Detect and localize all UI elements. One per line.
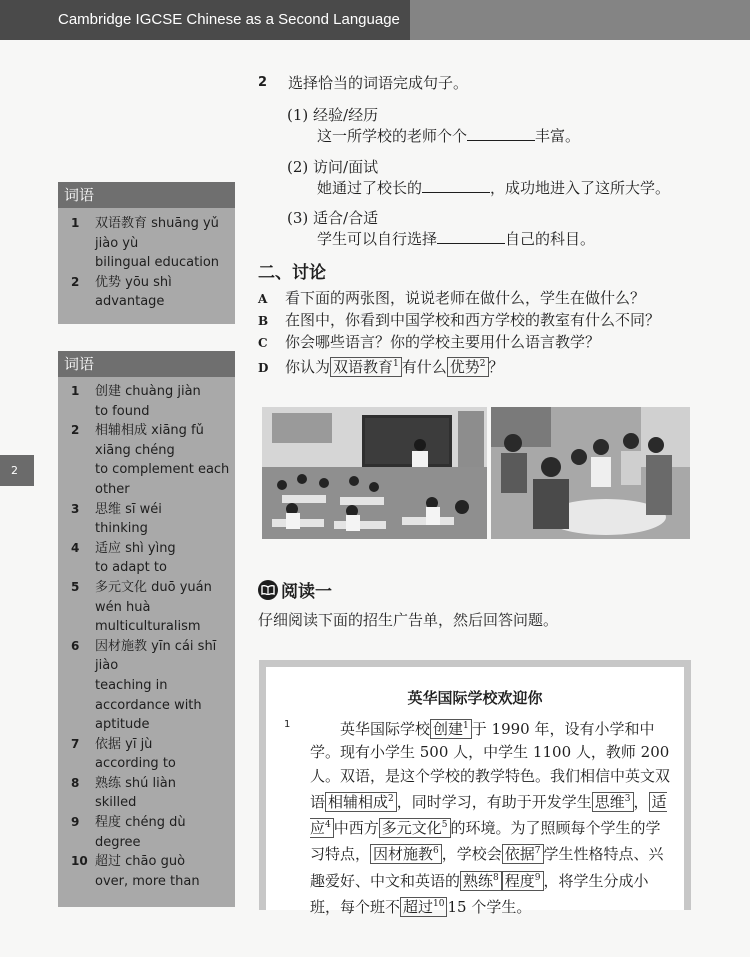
vocab-definition: to adapt to [95, 560, 167, 576]
item-label: (2) [287, 158, 309, 176]
vocab-ref [400, 897, 447, 917]
vocab-panel-1 [58, 182, 235, 324]
vocab-ref [379, 818, 451, 838]
vocab-term: 因材施教 yīn cái shī jiào [95, 638, 217, 674]
vocab-item [58, 578, 235, 637]
sentence-start: 这一所学校的老师个个 [317, 127, 468, 145]
vocab-term: 思维 sī wéi [95, 501, 162, 517]
vocab-word: 思维 [594, 792, 625, 811]
vocab-number: 3 [71, 501, 80, 516]
flyer-text: 于 1990 年，设有小学和中学。现有小学生 500 人，中学生 1100 人，教师 200 人。双语，是这个学校的教学特色。我们相信中英文双语 [310, 720, 671, 811]
vocab-word: 适应 [310, 792, 667, 838]
question-b [258, 310, 660, 331]
vocab-word: 因材施教 [373, 845, 434, 864]
section-title-reading [258, 577, 332, 602]
flyer-text: 中西方 [333, 819, 379, 838]
vocab-definition: advantage [95, 294, 165, 310]
question-text-start: 你认为 [285, 358, 331, 376]
vocab-word: 创建 [433, 720, 464, 738]
vocab-number: 4 [71, 540, 80, 555]
vocab-term: 熟练 shú liàn [95, 775, 176, 791]
vocab-item [58, 637, 235, 735]
vocab-item [58, 382, 235, 421]
question-letter: C [258, 336, 268, 350]
vocab-item [58, 500, 235, 539]
flyer-text: ，将学生分成小班，每个班不 [310, 871, 649, 917]
vocab-term: 程度 chéng dù [95, 815, 186, 831]
item-label: (1) [287, 106, 309, 124]
vocab-term: 创建 chuàng jiàn [95, 384, 201, 399]
page-tab [0, 455, 34, 486]
vocab-item [58, 539, 235, 578]
vocab-ref [370, 844, 442, 864]
vocab-item [58, 813, 235, 852]
answer-blank[interactable] [467, 126, 535, 141]
vocab-definition: thinking [95, 521, 148, 537]
flyer [266, 667, 684, 917]
question-text-end: ？ [488, 358, 504, 376]
flyer-body [310, 715, 675, 919]
vocab-ref-number: 2 [388, 793, 394, 804]
vocab-word: 双语教育 [333, 358, 394, 376]
exercise-item-2 [287, 157, 670, 199]
header-accent [410, 0, 750, 40]
flyer-text: 英华国际学校 [340, 720, 431, 738]
photo-chinese-classroom [262, 407, 487, 539]
question-c [258, 332, 600, 353]
vocab-ref [502, 871, 544, 891]
vocab-word: 熟练 [463, 871, 494, 890]
reading-title-text: 阅读一 [281, 582, 332, 602]
vocab-ref-number: 6 [433, 846, 439, 857]
exercise-instruction: 选择恰当的词语完成句子。 [288, 74, 469, 92]
vocab-number: 1 [71, 216, 80, 230]
sentence-end: 丰富。 [535, 127, 581, 145]
answer-blank[interactable] [422, 178, 490, 193]
vocab-term: 相辅相成 xiāng fǔ xiāng chéng [95, 423, 204, 458]
vocab-word: 依据 [504, 845, 535, 864]
vocab-number: 9 [71, 815, 80, 830]
item-label: (3) [287, 209, 309, 227]
vocab-ref-number: 3 [624, 793, 631, 804]
vocab-definition: multiculturalism [95, 619, 201, 635]
vocab-ref [592, 792, 634, 812]
vocab-number: 5 [71, 579, 80, 594]
flyer-text: ， [633, 792, 649, 811]
vocab-word: 多元文化 [381, 819, 442, 838]
vocab-ref-number: 4 [325, 820, 331, 831]
vocab-ref [430, 719, 472, 739]
vocab-definition: over, more than [95, 873, 200, 889]
vocab-word: 优势 [449, 358, 480, 376]
vocab-ref [330, 357, 402, 377]
question-a [258, 288, 645, 309]
page-number: 2 [11, 464, 18, 477]
vocab-number: 2 [71, 274, 80, 289]
question-text-mid: 有什么 [401, 358, 447, 376]
question-text: 在图中，你看到中国学校和西方学校的教室有什么不同？ [285, 311, 661, 329]
photo-western-classroom [491, 407, 690, 539]
vocab-ref [502, 844, 544, 864]
vocab-definition: skilled [95, 795, 137, 811]
question-letter: B [258, 314, 269, 328]
vocab-ref [460, 871, 502, 891]
exercise-item-3 [287, 208, 595, 250]
vocab-item [58, 421, 235, 499]
vocab-ref-number: 1 [393, 359, 399, 369]
flyer-text: ，同时学习，有助于开发学生 [396, 792, 592, 811]
item-options: 经验/经历 [313, 106, 379, 124]
sentence-end: 自己的科目。 [505, 230, 596, 248]
vocab-definition: to complement each other [95, 462, 230, 497]
item-options: 访问/面试 [313, 158, 379, 176]
vocab-item [58, 774, 235, 813]
answer-blank[interactable] [437, 229, 505, 244]
book-icon [258, 580, 278, 600]
flyer-text: 的环境。为了照顾每个学生的学习特点， [310, 819, 661, 864]
exercise-item-1 [287, 105, 580, 147]
flyer-frame [259, 660, 691, 917]
vocab-ref-number: 8 [493, 872, 499, 883]
vocab-word: 超过 [403, 898, 434, 917]
line-number: 1 [284, 719, 291, 730]
flyer-text: ，学校会 [441, 845, 502, 864]
vocab-number: 7 [71, 736, 80, 751]
vocab-word: 相辅相成 [328, 792, 389, 811]
question-text: 你会哪些语言？你的学校主要用什么语言教学？ [285, 333, 601, 351]
vocab-heading: 词语 [58, 182, 235, 208]
vocab-item [58, 273, 235, 312]
vocab-word: 程度 [504, 871, 535, 890]
question-text: 看下面的两张图，说说老师在做什么，学生在做什么？ [285, 289, 646, 307]
book-title: Cambridge IGCSE Chinese as a Second Language [58, 11, 400, 28]
reading-instruction: 仔细阅读下面的招生广告单，然后回答问题。 [258, 611, 559, 629]
vocab-number: 8 [71, 775, 80, 790]
vocab-ref-number: 2 [479, 359, 486, 369]
flyer-title: 英华国际学校欢迎你 [407, 689, 543, 707]
vocab-definition: according to [95, 756, 176, 772]
item-options: 适合/合适 [313, 209, 379, 227]
flyer-text: 15 个学生。 [447, 898, 532, 917]
flyer-text: 学生性格特点、兴趣爱好、中文和英语的 [310, 845, 664, 890]
question-letter: A [258, 292, 268, 306]
vocab-definition: bilingual education [95, 255, 220, 271]
vocab-term: 优势 yōu shì [95, 274, 172, 290]
vocab-number: 10 [71, 854, 88, 869]
vocab-ref-number: 7 [534, 846, 541, 857]
exercise-number: 2 [258, 75, 268, 90]
vocab-ref [447, 357, 489, 377]
section-title-discussion: 二、讨论 [258, 263, 326, 283]
vocab-number: 1 [71, 384, 80, 398]
vocab-term: 多元文化 duō yuán wén huà [95, 579, 212, 615]
vocab-ref-number: 1 [463, 721, 469, 731]
header-bar [0, 0, 750, 40]
vocab-ref [325, 792, 397, 812]
vocab-definition: degree [95, 834, 141, 850]
vocab-ref-number: 9 [534, 872, 541, 883]
vocab-heading: 词语 [58, 351, 235, 377]
vocab-term: 双语教育 shuāng yǔ jiào yù [95, 216, 219, 251]
vocab-number: 6 [71, 638, 80, 653]
vocab-term: 适应 shì yìng [95, 540, 176, 556]
sentence-start: 她通过了校长的 [317, 179, 423, 197]
vocab-panel-2 [58, 351, 235, 907]
vocab-number: 2 [71, 423, 80, 438]
vocab-term: 依据 yī jù [95, 736, 153, 752]
sentence-end: ，成功地进入了这所大学。 [490, 179, 671, 197]
vocab-definition: teaching in accordance with aptitude [95, 677, 202, 733]
vocab-item [58, 852, 235, 891]
vocab-ref-number: 5 [441, 820, 448, 831]
vocab-term: 超过 chāo guò [95, 854, 186, 870]
vocab-ref-number: 10 [433, 899, 445, 910]
question-d [258, 354, 504, 378]
vocab-item [58, 735, 235, 774]
vocab-definition: to found [95, 403, 150, 419]
sentence-start: 学生可以自行选择 [317, 230, 438, 248]
question-letter: D [258, 361, 269, 375]
vocab-item [58, 214, 235, 273]
